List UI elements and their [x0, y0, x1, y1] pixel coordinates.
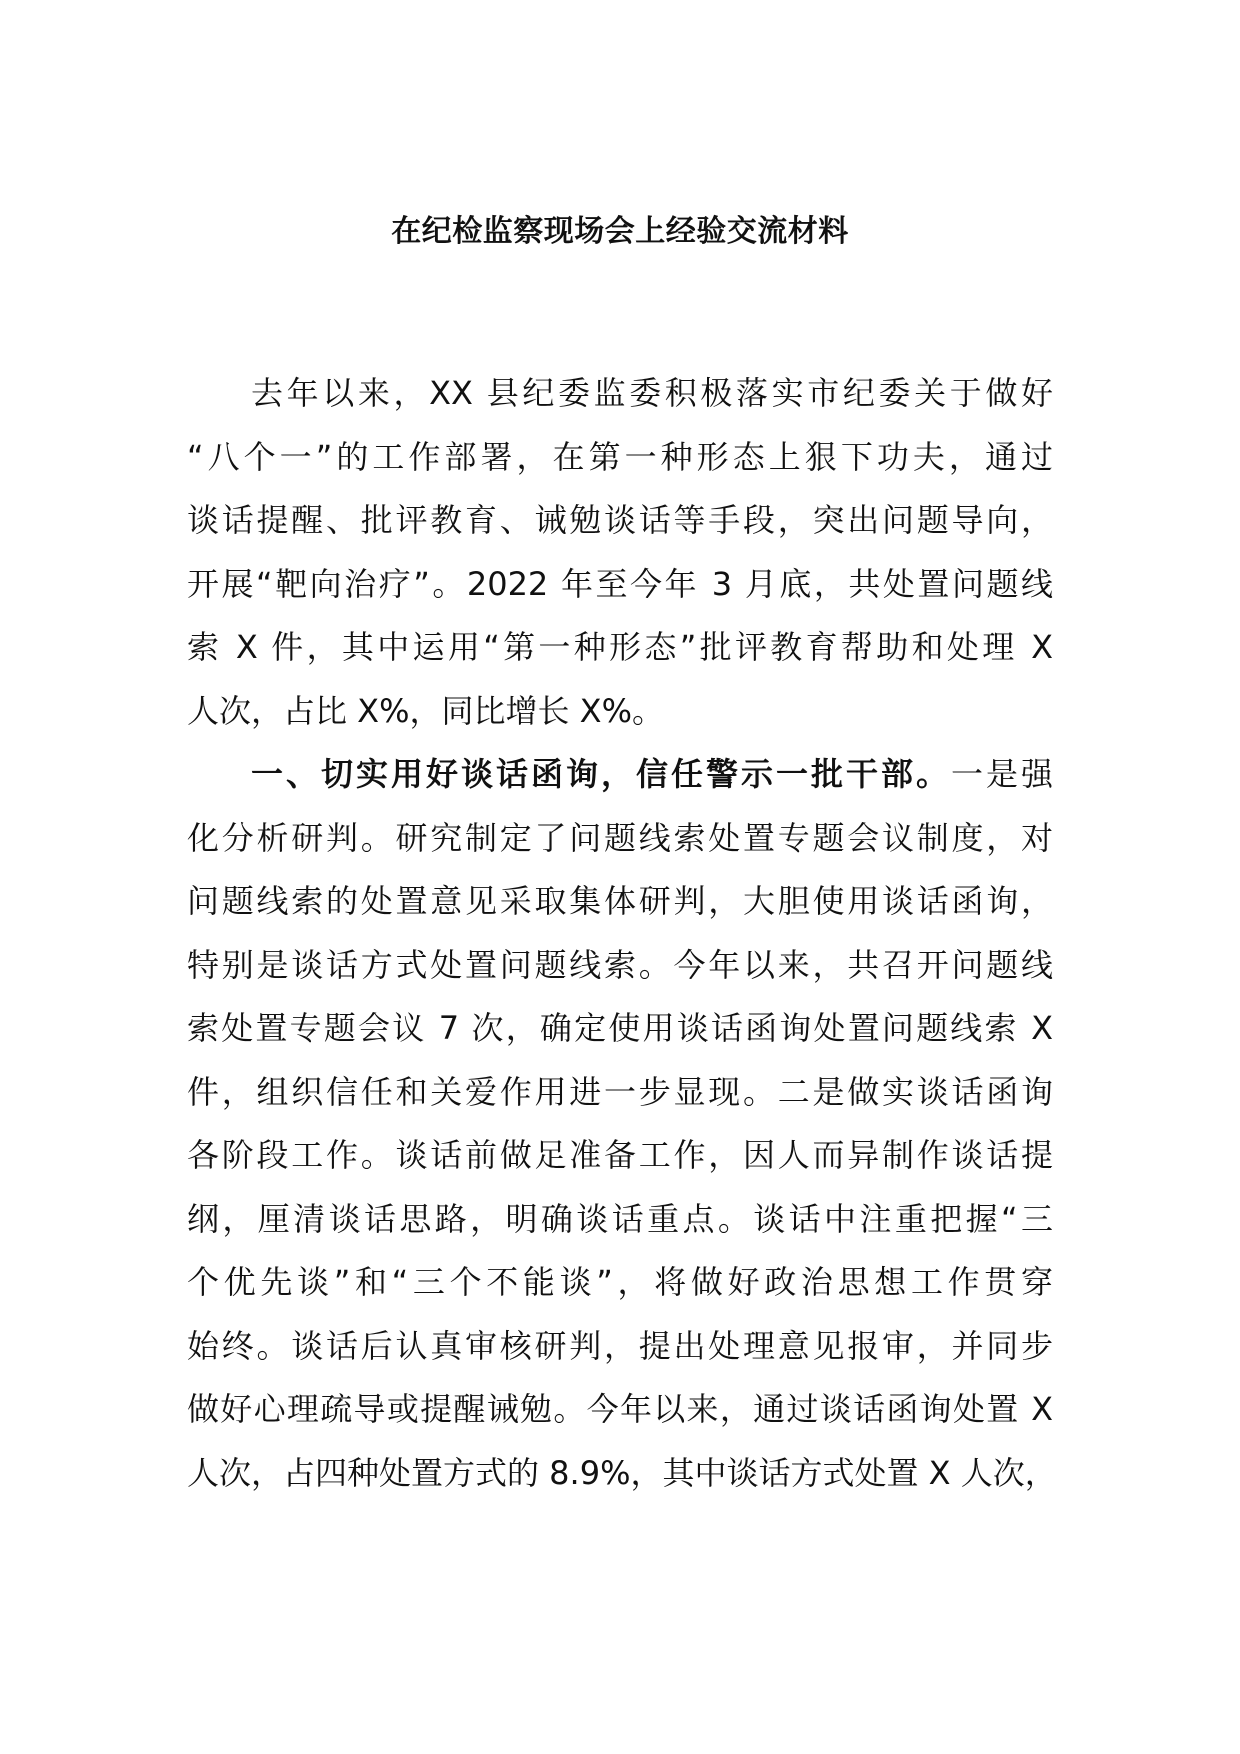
- paragraph-1-line-2: “八个一”的工作部署，在第一种形态上狠下功夫，通过: [187, 437, 1053, 476]
- paragraph-1-line-1: 去年以来，XX 县纪委监委积极落实市纪委关于做好: [251, 374, 1053, 412]
- paragraph-1-line-5: 索 X 件，其中运用“第一种形态”批评教育帮助和处理 X: [187, 628, 1053, 666]
- paragraph-2-line-11: 做好心理疏导或提醒诫勉。今年以来，通过谈话函询处置 X: [187, 1390, 1053, 1428]
- paragraph-2-line-9: 个优先谈”和“三个不能谈”，将做好政治思想工作贯穿: [187, 1263, 1053, 1301]
- paragraph-2-line-10: 始终。谈话后认真审核研判，提出处理意见报审，并同步: [187, 1326, 1053, 1365]
- paragraph-2-line-1-rest: 一是强: [950, 755, 1053, 793]
- paragraph-1-line-3: 谈话提醒、批评教育、诫勉谈话等手段，突出问题导向，: [187, 501, 1053, 539]
- paragraph-2-line-6: 件，组织信任和关爱作用进一步显现。二是做实谈话函询: [187, 1072, 1053, 1111]
- section-heading: 一、切实用好谈话函询，信任警示一批干部。: [251, 755, 951, 793]
- document-title: 在纪检监察现场会上经验交流材料: [391, 214, 849, 249]
- paragraph-2-line-5: 索处置专题会议 7 次，确定使用谈话函询处置问题线索 X: [187, 1009, 1053, 1047]
- paragraph-2-line-12: 人次，占四种处置方式的 8.9%，其中谈话方式处置 X 人次，: [187, 1453, 1057, 1492]
- paragraph-2-line-4: 特别是谈话方式处置问题线索。今年以来，共召开问题线: [187, 945, 1053, 984]
- document-body: [187, 362, 1057, 1505]
- paragraph-1-line-4: 开展“靶向治疗”。2022 年至今年 3 月底，共处置问题线: [187, 564, 1053, 603]
- paragraph-2-line-8: 纲，厘清谈话思路，明确谈话重点。谈话中注重把握“三: [187, 1199, 1053, 1238]
- paragraph-2-line-1: [187, 743, 1053, 807]
- paragraph-1-line-6: 人次，占比 X%，同比增长 X%。: [187, 691, 665, 730]
- paragraph-2-line-7: 各阶段工作。谈话前做足准备工作，因人而异制作谈话提: [187, 1136, 1053, 1174]
- paragraph-2-line-2: 化分析研判。研究制定了问题线索处置专题会议制度，对: [187, 818, 1053, 857]
- paragraph-2-line-3: 问题线索的处置意见采取集体研判，大胆使用谈话函询，: [187, 882, 1053, 920]
